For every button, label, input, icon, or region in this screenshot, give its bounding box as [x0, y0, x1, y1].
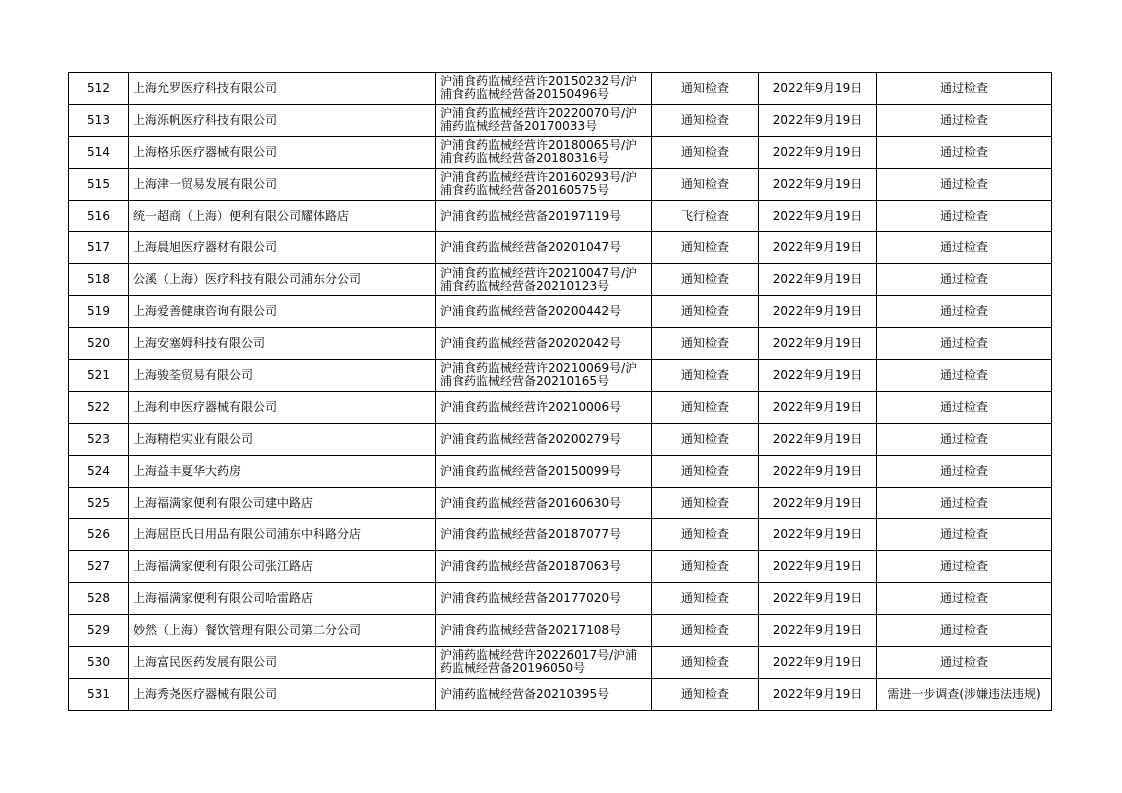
serial-number-cell: 514	[69, 136, 129, 168]
table-row	[69, 264, 1052, 296]
company-name-cell: 上海利申医疗器械有限公司	[129, 391, 436, 423]
company-name-cell: 上海福满家便利有限公司建中路店	[129, 487, 436, 519]
license-number-cell: 沪浦药监械经营许20226017号/沪浦药监械经营备20196050号	[436, 647, 652, 679]
serial-number-cell: 527	[69, 551, 129, 583]
table-row	[69, 615, 1052, 647]
table-row	[69, 487, 1052, 519]
check-result-cell: 通过检查	[877, 136, 1052, 168]
check-date-cell: 2022年9月19日	[759, 264, 877, 296]
table-row	[69, 391, 1052, 423]
check-result-cell: 通过检查	[877, 583, 1052, 615]
check-result-cell: 通过检查	[877, 328, 1052, 360]
serial-number-cell: 520	[69, 328, 129, 360]
license-number-cell: 沪浦食药监械经营备20160630号	[436, 487, 652, 519]
company-name-cell: 上海益丰夏华大药房	[129, 455, 436, 487]
serial-number-cell: 516	[69, 200, 129, 232]
company-name-cell: 上海精桤实业有限公司	[129, 423, 436, 455]
check-type-cell: 通知检查	[652, 264, 759, 296]
license-number-cell: 沪浦食药监械经营许20220070号/沪浦药监械经营备20170033号	[436, 104, 652, 136]
serial-number-cell: 526	[69, 519, 129, 551]
serial-number-cell: 513	[69, 104, 129, 136]
check-type-cell: 通知检查	[652, 551, 759, 583]
table-row	[69, 583, 1052, 615]
license-number-cell: 沪浦食药监械经营许20150232号/沪浦食药监械经营备20150496号	[436, 73, 652, 105]
check-result-cell: 通过检查	[877, 264, 1052, 296]
table-row	[69, 328, 1052, 360]
license-number-cell: 沪浦食药监械经营许20160293号/沪浦食药监械经营备20160575号	[436, 168, 652, 200]
license-number-cell: 沪浦食药监械经营备20150099号	[436, 455, 652, 487]
check-date-cell: 2022年9月19日	[759, 583, 877, 615]
check-result-cell: 通过检查	[877, 360, 1052, 392]
check-type-cell: 通知检查	[652, 328, 759, 360]
license-number-cell: 沪浦食药监械经营许20210006号	[436, 391, 652, 423]
check-type-cell: 通知检查	[652, 678, 759, 710]
check-type-cell: 通知检查	[652, 423, 759, 455]
license-number-cell: 沪浦食药监械经营备20187063号	[436, 551, 652, 583]
check-date-cell: 2022年9月19日	[759, 136, 877, 168]
check-type-cell: 通知检查	[652, 104, 759, 136]
license-number-cell: 沪浦食药监械经营备20177020号	[436, 583, 652, 615]
company-name-cell: 上海骏荃贸易有限公司	[129, 360, 436, 392]
check-result-cell: 通过检查	[877, 647, 1052, 679]
check-type-cell: 通知检查	[652, 168, 759, 200]
table-row	[69, 647, 1052, 679]
serial-number-cell: 512	[69, 73, 129, 105]
check-type-cell: 飞行检查	[652, 200, 759, 232]
check-date-cell: 2022年9月19日	[759, 73, 877, 105]
check-date-cell: 2022年9月19日	[759, 487, 877, 519]
serial-number-cell: 519	[69, 296, 129, 328]
check-type-cell: 通知检查	[652, 487, 759, 519]
check-result-cell: 通过检查	[877, 200, 1052, 232]
check-type-cell: 通知检查	[652, 615, 759, 647]
table-row	[69, 200, 1052, 232]
license-number-cell: 沪浦食药监械经营备20197119号	[436, 200, 652, 232]
license-number-cell: 沪浦药监械经营备20210395号	[436, 678, 652, 710]
license-number-cell: 沪浦食药监械经营许20210069号/沪浦食药监械经营备20210165号	[436, 360, 652, 392]
check-date-cell: 2022年9月19日	[759, 519, 877, 551]
serial-number-cell: 525	[69, 487, 129, 519]
serial-number-cell: 524	[69, 455, 129, 487]
check-result-cell: 通过检查	[877, 391, 1052, 423]
check-date-cell: 2022年9月19日	[759, 678, 877, 710]
check-result-cell: 通过检查	[877, 455, 1052, 487]
table-row	[69, 73, 1052, 105]
check-type-cell: 通知检查	[652, 583, 759, 615]
check-type-cell: 通知检查	[652, 647, 759, 679]
company-name-cell: 统一超商（上海）便利有限公司耀体路店	[129, 200, 436, 232]
inspection-table	[68, 72, 1052, 711]
serial-number-cell: 518	[69, 264, 129, 296]
check-date-cell: 2022年9月19日	[759, 551, 877, 583]
license-number-cell: 沪浦食药监械经营许20210047号/沪浦食药监械经营备20210123号	[436, 264, 652, 296]
check-type-cell: 通知检查	[652, 455, 759, 487]
table-row	[69, 136, 1052, 168]
check-result-cell: 通过检查	[877, 423, 1052, 455]
company-name-cell: 上海屈臣氏日用品有限公司浦东中科路分店	[129, 519, 436, 551]
check-date-cell: 2022年9月19日	[759, 423, 877, 455]
table-row	[69, 455, 1052, 487]
license-number-cell: 沪浦食药监械经营备20202042号	[436, 328, 652, 360]
serial-number-cell: 530	[69, 647, 129, 679]
serial-number-cell: 523	[69, 423, 129, 455]
check-date-cell: 2022年9月19日	[759, 296, 877, 328]
table-row	[69, 232, 1052, 264]
check-result-cell: 通过检查	[877, 168, 1052, 200]
check-type-cell: 通知检查	[652, 519, 759, 551]
license-number-cell: 沪浦食药监械经营备20200442号	[436, 296, 652, 328]
serial-number-cell: 528	[69, 583, 129, 615]
check-type-cell: 通知检查	[652, 391, 759, 423]
company-name-cell: 上海格乐医疗器械有限公司	[129, 136, 436, 168]
license-number-cell: 沪浦食药监械经营备20201047号	[436, 232, 652, 264]
company-name-cell: 上海安塞姆科技有限公司	[129, 328, 436, 360]
check-date-cell: 2022年9月19日	[759, 104, 877, 136]
check-date-cell: 2022年9月19日	[759, 200, 877, 232]
check-date-cell: 2022年9月19日	[759, 455, 877, 487]
company-name-cell: 上海爱善健康咨询有限公司	[129, 296, 436, 328]
company-name-cell: 公溪（上海）医疗科技有限公司浦东分公司	[129, 264, 436, 296]
license-number-cell: 沪浦食药监械经营备20217108号	[436, 615, 652, 647]
license-number-cell: 沪浦食药监械经营备20187077号	[436, 519, 652, 551]
check-date-cell: 2022年9月19日	[759, 647, 877, 679]
company-name-cell: 上海泺帆医疗科技有限公司	[129, 104, 436, 136]
check-result-cell: 通过检查	[877, 104, 1052, 136]
serial-number-cell: 521	[69, 360, 129, 392]
company-name-cell: 上海允罗医疗科技有限公司	[129, 73, 436, 105]
table-row	[69, 423, 1052, 455]
serial-number-cell: 529	[69, 615, 129, 647]
check-date-cell: 2022年9月19日	[759, 232, 877, 264]
table-row	[69, 296, 1052, 328]
check-result-cell: 需进一步调查(涉嫌违法违规)	[877, 678, 1052, 710]
check-type-cell: 通知检查	[652, 360, 759, 392]
check-date-cell: 2022年9月19日	[759, 391, 877, 423]
check-date-cell: 2022年9月19日	[759, 168, 877, 200]
company-name-cell: 上海福满家便利有限公司张江路店	[129, 551, 436, 583]
check-date-cell: 2022年9月19日	[759, 360, 877, 392]
company-name-cell: 上海晨旭医疗器材有限公司	[129, 232, 436, 264]
inspection-table-body	[69, 73, 1052, 711]
table-row	[69, 360, 1052, 392]
serial-number-cell: 517	[69, 232, 129, 264]
company-name-cell: 上海福满家便利有限公司哈雷路店	[129, 583, 436, 615]
check-type-cell: 通知检查	[652, 232, 759, 264]
table-row	[69, 104, 1052, 136]
check-date-cell: 2022年9月19日	[759, 328, 877, 360]
check-date-cell: 2022年9月19日	[759, 615, 877, 647]
check-type-cell: 通知检查	[652, 296, 759, 328]
check-result-cell: 通过检查	[877, 73, 1052, 105]
company-name-cell: 上海富民医药发展有限公司	[129, 647, 436, 679]
table-row	[69, 168, 1052, 200]
serial-number-cell: 522	[69, 391, 129, 423]
serial-number-cell: 515	[69, 168, 129, 200]
check-result-cell: 通过检查	[877, 296, 1052, 328]
table-row	[69, 551, 1052, 583]
table-row	[69, 678, 1052, 710]
check-result-cell: 通过检查	[877, 551, 1052, 583]
check-type-cell: 通知检查	[652, 73, 759, 105]
company-name-cell: 上海秀尧医疗器械有限公司	[129, 678, 436, 710]
check-result-cell: 通过检查	[877, 615, 1052, 647]
table-row	[69, 519, 1052, 551]
license-number-cell: 沪浦食药监械经营许20180065号/沪浦食药监械经营备20180316号	[436, 136, 652, 168]
check-result-cell: 通过检查	[877, 232, 1052, 264]
company-name-cell: 上海津一贸易发展有限公司	[129, 168, 436, 200]
check-result-cell: 通过检查	[877, 519, 1052, 551]
check-result-cell: 通过检查	[877, 487, 1052, 519]
company-name-cell: 妙然（上海）餐饮管理有限公司第二分公司	[129, 615, 436, 647]
license-number-cell: 沪浦食药监械经营备20200279号	[436, 423, 652, 455]
check-type-cell: 通知检查	[652, 136, 759, 168]
serial-number-cell: 531	[69, 678, 129, 710]
